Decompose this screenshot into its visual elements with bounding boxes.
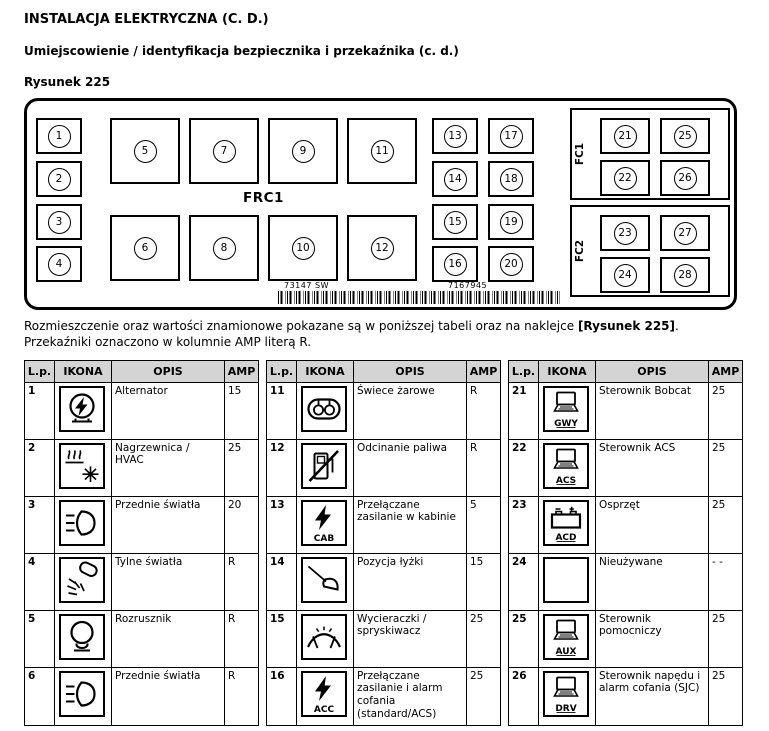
fuse-slot-3 (36, 204, 82, 240)
frc1-label: FRC1 (243, 190, 284, 206)
fuse-number: 8 (213, 237, 236, 260)
column-gap (501, 360, 509, 382)
fuse-number-cell: 4 (25, 553, 55, 610)
fuse-amp-cell: 25 (709, 496, 743, 553)
relay-slot-12 (347, 215, 417, 281)
fuse-icon-cell (55, 439, 112, 496)
fuse-amp-cell: 25 (225, 439, 259, 496)
fc1-section-label: FC1 (574, 142, 586, 166)
bucket-icon (301, 557, 347, 603)
column-gap (259, 610, 267, 667)
fuse-description-cell: Świece żarowe (354, 382, 467, 439)
fuse-slot-25 (660, 118, 710, 154)
fuse-icon-cell (539, 667, 596, 725)
fuse-table (24, 360, 743, 726)
page-subtitle: Umiejscowienie / identyfikacja bezpiecznika i przekaźnika (c. d.) (24, 44, 459, 58)
fuel-cutoff-icon (301, 443, 347, 489)
fuse-icon-cell (55, 496, 112, 553)
fuse-slot-24 (600, 257, 650, 293)
col-header-lp: L.p. (509, 360, 539, 382)
empty-icon (543, 557, 589, 603)
fuse-number: 26 (674, 167, 697, 190)
relay-slot-6 (110, 215, 180, 281)
col-header-lp: L.p. (267, 360, 297, 382)
col-header-lp: L.p. (25, 360, 55, 382)
fuse-number: 1 (48, 125, 71, 148)
fuse-amp-cell: 25 (709, 439, 743, 496)
fuse-table-row (25, 667, 743, 725)
col-header-ikona: IKONA (539, 360, 596, 382)
fuse-number: 24 (614, 264, 637, 287)
fuse-amp-cell: R (225, 553, 259, 610)
fuse-slot-1 (36, 118, 82, 154)
fuse-number: 15 (444, 211, 467, 234)
column-gap (501, 439, 509, 496)
fuse-amp-cell: 15 (225, 382, 259, 439)
controller-icon (543, 614, 589, 660)
fuse-slot-23 (600, 215, 650, 251)
fuse-number-cell: 6 (25, 667, 55, 725)
figure-label: Rysunek 225 (24, 75, 111, 89)
column-gap (501, 382, 509, 439)
page-title: INSTALACJA ELEKTRYCZNA (C. D.) (24, 12, 269, 27)
fuse-number: 25 (674, 125, 697, 148)
fuse-icon-cell (297, 439, 354, 496)
fuse-amp-cell: 25 (709, 382, 743, 439)
fuse-slot-14 (432, 161, 478, 197)
fuse-number-cell: 24 (509, 553, 539, 610)
fuse-icon-cell (55, 382, 112, 439)
fuse-slot-21 (600, 118, 650, 154)
fuse-description-cell: Sterownik Bobcat (596, 382, 709, 439)
note-text: Rozmieszczenie oraz wartości znamionowe pokazane są w poniższej tabeli oraz na naklejce (24, 319, 578, 333)
fuse-table-row (25, 610, 743, 667)
fuse-description-cell: Rozrusznik (112, 610, 225, 667)
fuse-description-cell: Przednie światła (112, 496, 225, 553)
svg-text:ACC: ACC (313, 704, 335, 714)
relay-slot-5 (110, 118, 180, 184)
fuse-slot-26 (660, 160, 710, 196)
fuse-slot-28 (660, 257, 710, 293)
fuse-number: 10 (292, 237, 315, 260)
fuse-icon-cell (297, 667, 354, 725)
fuse-number: 5 (134, 140, 157, 163)
svg-text:AUX: AUX (555, 646, 577, 657)
column-gap (259, 360, 267, 382)
fuse-description-cell: Alternator (112, 382, 225, 439)
relay-slot-10 (268, 215, 338, 281)
fc2-section-label: FC2 (574, 239, 586, 263)
bolt-icon (301, 671, 347, 717)
column-gap (259, 496, 267, 553)
battery-icon (543, 500, 589, 546)
barcode (278, 282, 560, 304)
fuse-description-cell: Sterownik pomocniczy (596, 610, 709, 667)
col-header-opis: OPIS (596, 360, 709, 382)
fuse-amp-cell: 25 (709, 667, 743, 725)
fuse-table-row (25, 439, 743, 496)
glow-plug-icon (301, 386, 347, 432)
fuse-number-cell: 2 (25, 439, 55, 496)
fuse-description-cell: Sterownik ACS (596, 439, 709, 496)
fuse-number: 16 (444, 253, 467, 276)
svg-text:ACD: ACD (555, 532, 577, 543)
fc1-section (570, 108, 730, 200)
wiper-icon (301, 614, 347, 660)
column-gap (259, 382, 267, 439)
fuse-description-cell: Przełączane zasilanie i alarm cofania (standard/ACS) (354, 667, 467, 725)
heater-hvac-icon (59, 443, 105, 489)
fuse-amp-cell: 25 (467, 610, 501, 667)
fc2-section (570, 205, 730, 297)
fuse-number: 2 (48, 168, 71, 191)
fuse-icon-cell (55, 610, 112, 667)
fuse-number: 11 (371, 140, 394, 163)
column-gap (501, 553, 509, 610)
fuse-number: 13 (444, 125, 467, 148)
fuse-description-cell: Nieużywane (596, 553, 709, 610)
headlight-icon (59, 500, 105, 546)
fuse-icon-cell (539, 382, 596, 439)
col-header-amp: AMP (225, 360, 259, 382)
fuse-description-cell: Przednie światła (112, 667, 225, 725)
col-header-amp: AMP (709, 360, 743, 382)
fuse-icon-cell (297, 610, 354, 667)
fuse-number: 27 (674, 222, 697, 245)
rear-light-icon (59, 557, 105, 603)
fuse-description-cell: Tylne światła (112, 553, 225, 610)
fuse-number-cell: 12 (267, 439, 297, 496)
starter-icon (59, 614, 105, 660)
svg-text:ACS: ACS (555, 475, 577, 486)
col-header-ikona: IKONA (55, 360, 112, 382)
fuse-number-cell: 14 (267, 553, 297, 610)
fuse-slot-22 (600, 160, 650, 196)
fuse-icon-cell (539, 553, 596, 610)
fuse-number: 3 (48, 211, 71, 234)
fuse-number-cell: 22 (509, 439, 539, 496)
fuse-number: 4 (48, 253, 71, 276)
fuse-slot-18 (488, 161, 534, 197)
fuse-number: 20 (500, 253, 523, 276)
fuse-slot-15 (432, 204, 478, 240)
fuse-number-cell: 23 (509, 496, 539, 553)
fuse-description-cell: Przełączane zasilanie w kabinie (354, 496, 467, 553)
fuse-number: 12 (371, 237, 394, 260)
fuse-description-cell: Osprzęt (596, 496, 709, 553)
barcode-text-left: 73147 SW (284, 281, 329, 290)
fuse-icon-cell (55, 667, 112, 725)
fuse-table-row (25, 382, 743, 439)
relay-slot-8 (189, 215, 259, 281)
controller-icon (543, 671, 589, 717)
fuse-amp-cell: - - (709, 553, 743, 610)
fuse-slot-13 (432, 118, 478, 154)
fuse-number-cell: 25 (509, 610, 539, 667)
fuse-number: 23 (614, 222, 637, 245)
fuse-slot-17 (488, 118, 534, 154)
fuse-number: 19 (500, 211, 523, 234)
fuse-description-cell: Nagrzewnica / HVAC (112, 439, 225, 496)
fuse-amp-cell: R (467, 439, 501, 496)
fuse-icon-cell (297, 553, 354, 610)
col-header-amp: AMP (467, 360, 501, 382)
fuse-amp-cell: 25 (709, 610, 743, 667)
fuse-amp-cell: 5 (467, 496, 501, 553)
column-gap (259, 667, 267, 725)
headlight-icon (59, 671, 105, 717)
fuse-number-cell: 5 (25, 610, 55, 667)
fuse-slot-16 (432, 246, 478, 282)
fuse-number-cell: 16 (267, 667, 297, 725)
relay-slot-9 (268, 118, 338, 184)
column-gap (501, 496, 509, 553)
fuse-amp-cell: 25 (467, 667, 501, 725)
fuse-number: 9 (292, 140, 315, 163)
fuse-slot-4 (36, 246, 82, 282)
fuse-amp-cell: R (467, 382, 501, 439)
relay-slot-7 (189, 118, 259, 184)
fuse-table-row (25, 496, 743, 553)
note-figure-ref: [Rysunek 225] (577, 319, 676, 333)
fuse-description-cell: Pozycja łyżki (354, 553, 467, 610)
barcode-text-right: 7167945 (448, 281, 488, 290)
fuse-number: 21 (614, 125, 637, 148)
fuse-description-cell: Sterownik napędu i alarm cofania (SJC) (596, 667, 709, 725)
bolt-icon (301, 500, 347, 546)
fuse-icon-cell (539, 439, 596, 496)
column-gap (259, 553, 267, 610)
fuse-amp-cell: R (225, 610, 259, 667)
fuse-number: 22 (614, 167, 637, 190)
col-header-opis: OPIS (112, 360, 225, 382)
fuse-number: 7 (213, 140, 236, 163)
fuse-number: 6 (134, 237, 157, 260)
fuse-number: 28 (674, 264, 697, 287)
fuse-number-cell: 21 (509, 382, 539, 439)
fuse-number-cell: 1 (25, 382, 55, 439)
col-header-opis: OPIS (354, 360, 467, 382)
fuse-icon-cell (297, 496, 354, 553)
fuse-icon-cell (539, 610, 596, 667)
manual-page (24, 12, 745, 726)
fuse-table-row (25, 553, 743, 610)
fuse-slot-20 (488, 246, 534, 282)
fuse-description-cell: Odcinanie paliwa (354, 439, 467, 496)
fuse-number-cell: 15 (267, 610, 297, 667)
fuse-description-cell: Wycieraczki / spryskiwacz (354, 610, 467, 667)
fuse-amp-cell: R (225, 667, 259, 725)
column-gap (501, 667, 509, 725)
fuse-slot-27 (660, 215, 710, 251)
fuse-number-cell: 3 (25, 496, 55, 553)
fuse-slot-2 (36, 161, 82, 197)
fuse-slot-19 (488, 204, 534, 240)
fuse-amp-cell: 20 (225, 496, 259, 553)
column-gap (259, 439, 267, 496)
svg-text:GWY: GWY (554, 418, 578, 429)
column-gap (501, 610, 509, 667)
table-header-row (25, 360, 743, 382)
barcode-stripes (278, 291, 560, 304)
svg-text:CAB: CAB (313, 533, 335, 543)
fuse-icon-cell (55, 553, 112, 610)
fuse-number-cell: 11 (267, 382, 297, 439)
fuse-number: 14 (444, 168, 467, 191)
svg-text:DRV: DRV (555, 703, 577, 714)
fuse-icon-cell (539, 496, 596, 553)
fuse-number: 17 (500, 125, 523, 148)
note-paragraph (24, 319, 745, 351)
fuse-panel-diagram (24, 98, 737, 310)
note-text: . Przekaźniki oznaczono w kolumnie AMP literą R. (24, 319, 679, 349)
controller-icon (543, 386, 589, 432)
relay-slot-11 (347, 118, 417, 184)
controller-icon (543, 443, 589, 489)
fuse-number-cell: 13 (267, 496, 297, 553)
fuse-number-cell: 26 (509, 667, 539, 725)
fuse-number: 18 (500, 168, 523, 191)
fuse-amp-cell: 15 (467, 553, 501, 610)
col-header-ikona: IKONA (297, 360, 354, 382)
alternator-icon (59, 386, 105, 432)
fuse-icon-cell (297, 382, 354, 439)
